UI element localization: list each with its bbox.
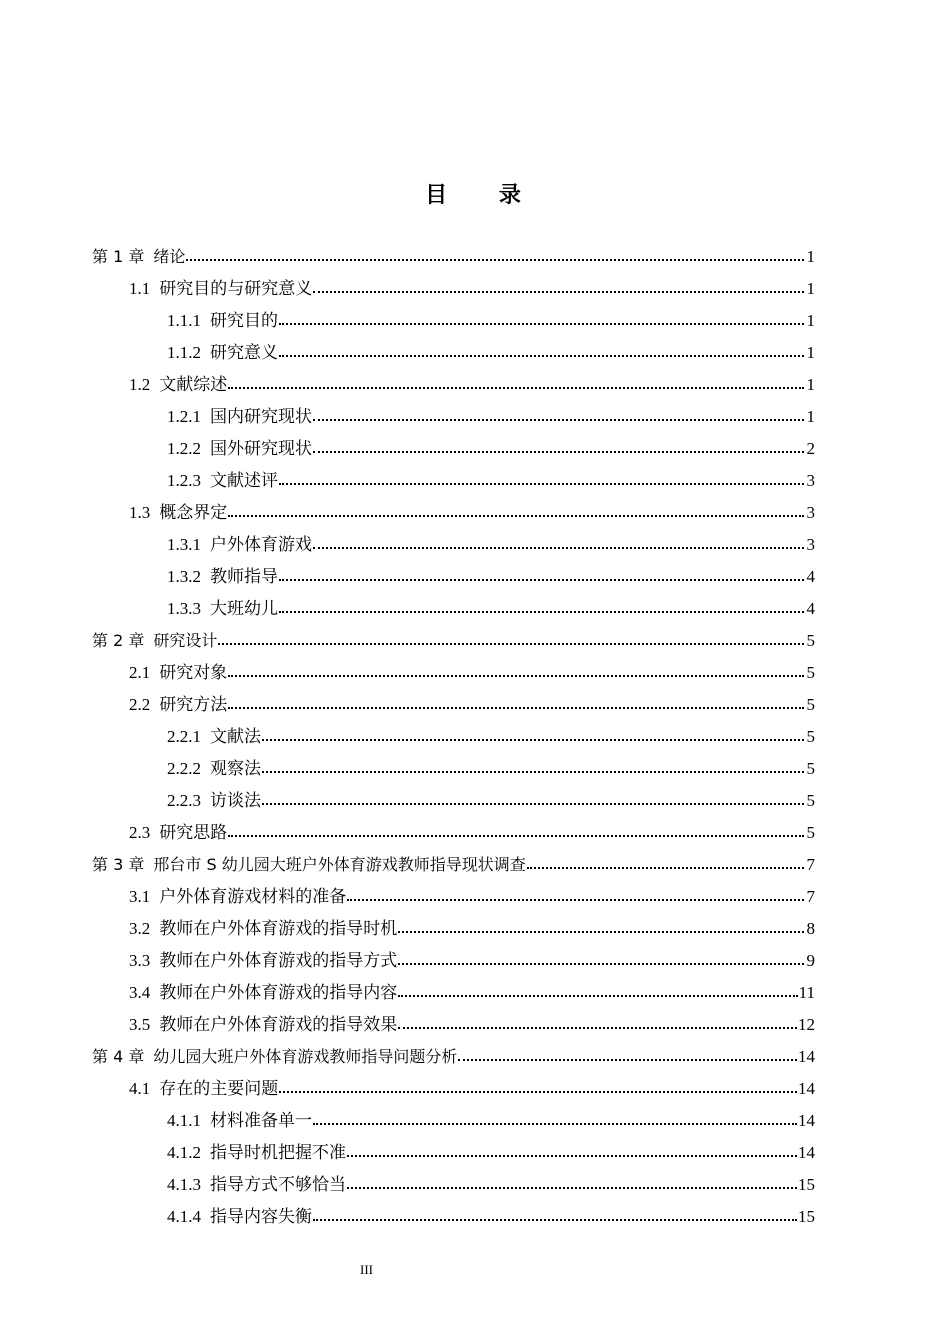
toc-entry-title: 研究目的与研究意义 xyxy=(159,279,313,298)
toc-section-entry[interactable] xyxy=(167,1106,815,1136)
toc-entry-title: 研究对象 xyxy=(159,663,228,682)
toc-section-entry[interactable] xyxy=(167,530,815,560)
toc-section-entry[interactable] xyxy=(167,754,815,784)
toc-entry-page: 1 xyxy=(806,247,815,266)
toc-entry-title: 指导内容失衡 xyxy=(210,1207,312,1226)
toc-entry-number: 1.1 xyxy=(129,279,151,298)
toc-entry-page: 7 xyxy=(806,887,815,906)
toc-entry-title: 邢台市 S 幼儿园大班户外体育游戏教师指导现状调查 xyxy=(153,855,526,874)
toc-entry-title: 存在的主要问题 xyxy=(159,1079,279,1098)
toc-entry-title: 国内研究现状 xyxy=(210,407,312,426)
toc-entry-number: 第 4 章 xyxy=(92,1047,145,1066)
toc-entry-title: 指导方式不够恰当 xyxy=(210,1175,346,1194)
toc-dot-leader xyxy=(262,771,804,773)
toc-entry-title: 教师在户外体育游戏的指导方式 xyxy=(159,951,398,970)
toc-entry-page: 9 xyxy=(806,951,815,970)
toc-entry-title: 材料准备单一 xyxy=(210,1111,312,1130)
toc-entry-number: 2.2.2 xyxy=(167,759,201,778)
toc-entry-number: 1.3.2 xyxy=(167,567,201,586)
toc-dot-leader xyxy=(228,675,804,677)
toc-section-entry[interactable] xyxy=(167,562,815,592)
toc-entry-title: 文献法 xyxy=(210,727,261,746)
toc-dot-leader xyxy=(458,1059,797,1061)
toc-section-entry[interactable] xyxy=(167,722,815,752)
toc-section-entry[interactable] xyxy=(129,946,815,976)
toc-dot-leader xyxy=(228,835,804,837)
toc-dot-leader xyxy=(398,963,804,965)
toc-entry-page: 1 xyxy=(806,279,815,298)
toc-section-entry[interactable] xyxy=(129,1010,815,1040)
toc-entry-page: 5 xyxy=(806,823,815,842)
toc-section-entry[interactable] xyxy=(167,466,815,496)
toc-section-entry[interactable] xyxy=(129,498,815,528)
toc-entry-page: 8 xyxy=(806,919,815,938)
toc-entry-number: 第 2 章 xyxy=(92,631,145,650)
toc-entry-title: 国外研究现状 xyxy=(210,439,312,458)
toc-entry-number: 2.2 xyxy=(129,695,151,714)
toc-chapter-entry[interactable] xyxy=(92,242,815,272)
toc-chapter-entry[interactable] xyxy=(92,626,815,656)
toc-section-entry[interactable] xyxy=(167,1202,815,1232)
toc-entry-number: 1.2 xyxy=(129,375,151,394)
toc-dot-leader xyxy=(398,931,804,933)
toc-entry-page: 5 xyxy=(806,791,815,810)
toc-dot-leader xyxy=(279,355,804,357)
toc-entry-number: 4.1.1 xyxy=(167,1111,201,1130)
toc-entry-page: 1 xyxy=(806,311,815,330)
toc-entry-page: 5 xyxy=(806,759,815,778)
toc-entry-number: 3.2 xyxy=(129,919,151,938)
toc-entry-title: 文献述评 xyxy=(210,471,278,490)
toc-dot-leader xyxy=(279,1091,797,1093)
toc-section-entry[interactable] xyxy=(129,882,815,912)
toc-entry-page: 1 xyxy=(806,343,815,362)
toc-dot-leader xyxy=(313,291,804,293)
toc-entry-title: 教师在户外体育游戏的指导效果 xyxy=(159,1015,398,1034)
toc-entry-title: 绪论 xyxy=(153,247,186,266)
toc-section-entry[interactable] xyxy=(167,306,815,336)
toc-dot-leader xyxy=(228,707,804,709)
toc-entry-page: 2 xyxy=(806,439,815,458)
toc-entry-page: 3 xyxy=(806,503,815,522)
toc-entry-title: 大班幼儿 xyxy=(210,599,278,618)
toc-entry-page: 14 xyxy=(798,1143,815,1162)
toc-entry-number: 3.5 xyxy=(129,1015,151,1034)
toc-dot-leader xyxy=(313,1219,797,1221)
toc-entry-number: 第 1 章 xyxy=(92,247,145,266)
toc-entry-page: 14 xyxy=(798,1111,815,1130)
toc-section-entry[interactable] xyxy=(167,434,815,464)
toc-section-entry[interactable] xyxy=(129,658,815,688)
toc-dot-leader xyxy=(279,579,804,581)
toc-dot-leader xyxy=(186,259,804,261)
toc-entry-page: 12 xyxy=(798,1015,815,1034)
toc-dot-leader xyxy=(398,1027,797,1029)
toc-entry-number: 3.3 xyxy=(129,951,151,970)
toc-entry-number: 1.3.3 xyxy=(167,599,201,618)
toc-dot-leader xyxy=(262,739,804,741)
toc-entry-number: 1.3 xyxy=(129,503,151,522)
toc-entry-number: 4.1.2 xyxy=(167,1143,201,1162)
toc-entry-title: 文献综述 xyxy=(159,375,228,394)
toc-dot-leader xyxy=(228,515,804,517)
toc-section-entry[interactable] xyxy=(129,370,815,400)
toc-entry-page: 5 xyxy=(806,695,815,714)
toc-entry-number: 第 3 章 xyxy=(92,855,145,874)
toc-dot-leader xyxy=(228,387,804,389)
toc-entry-page: 15 xyxy=(798,1175,815,1194)
toc-entry-title: 概念界定 xyxy=(159,503,228,522)
toc-entry-page: 14 xyxy=(798,1047,815,1066)
toc-dot-leader xyxy=(527,867,804,869)
toc-entry-number: 1.2.1 xyxy=(167,407,201,426)
toc-chapter-entry[interactable] xyxy=(92,850,815,880)
toc-entry-page: 14 xyxy=(798,1079,815,1098)
toc-entry-page: 15 xyxy=(798,1207,815,1226)
toc-dot-leader xyxy=(347,899,804,901)
toc-entry-number: 1.3.1 xyxy=(167,535,201,554)
toc-entry-title: 指导时机把握不准 xyxy=(210,1143,346,1162)
toc-entry-title: 教师指导 xyxy=(210,567,278,586)
toc-entry-page: 5 xyxy=(806,663,815,682)
toc-entry-title: 教师在户外体育游戏的指导内容 xyxy=(159,983,398,1002)
toc-entry-title: 研究目的 xyxy=(210,311,278,330)
toc-entry-title: 研究方法 xyxy=(159,695,228,714)
toc-section-entry[interactable] xyxy=(167,786,815,816)
toc-entry-number: 1.2.2 xyxy=(167,439,201,458)
toc-entry-number: 1.1.2 xyxy=(167,343,201,362)
toc-entry-number: 4.1.3 xyxy=(167,1175,201,1194)
toc-section-entry[interactable] xyxy=(167,1138,815,1168)
toc-entry-number: 4.1.4 xyxy=(167,1207,201,1226)
toc-dot-leader xyxy=(279,323,804,325)
toc-entry-number: 3.1 xyxy=(129,887,151,906)
toc-entry-title: 研究思路 xyxy=(159,823,228,842)
toc-section-entry[interactable] xyxy=(167,1170,815,1200)
toc-entry-title: 观察法 xyxy=(210,759,261,778)
toc-entry-page: 7 xyxy=(806,855,815,874)
toc-section-entry[interactable] xyxy=(129,274,815,304)
toc-entry-number: 2.2.1 xyxy=(167,727,201,746)
toc-entry-page: 4 xyxy=(806,599,815,618)
toc-dot-leader xyxy=(347,1187,797,1189)
toc-entry-number: 1.2.3 xyxy=(167,471,201,490)
toc-entry-page: 3 xyxy=(806,535,815,554)
toc-entry-title: 幼儿园大班户外体育游戏教师指导问题分析 xyxy=(153,1047,458,1066)
toc-entry-page: 11 xyxy=(798,983,815,1002)
page-number: III xyxy=(360,1262,373,1277)
toc-section-entry[interactable] xyxy=(129,1074,815,1104)
toc-entry-number: 2.2.3 xyxy=(167,791,201,810)
toc-chapter-entry[interactable] xyxy=(92,1042,815,1072)
toc-section-entry[interactable] xyxy=(129,978,815,1008)
toc-entry-number: 2.1 xyxy=(129,663,151,682)
toc-dot-leader xyxy=(347,1155,797,1157)
toc-entry-page: 5 xyxy=(806,631,815,650)
toc-entry-title: 教师在户外体育游戏的指导时机 xyxy=(159,919,398,938)
toc-entry-number: 3.4 xyxy=(129,983,151,1002)
toc-dot-leader xyxy=(262,803,804,805)
toc-dot-leader xyxy=(279,611,804,613)
toc-dot-leader xyxy=(313,419,804,421)
toc-section-entry[interactable] xyxy=(167,402,815,432)
toc-entry-page: 3 xyxy=(806,471,815,490)
toc-section-entry[interactable] xyxy=(129,818,815,848)
toc-section-entry[interactable] xyxy=(129,914,815,944)
toc-entry-page: 1 xyxy=(806,375,815,394)
toc-entry-page: 5 xyxy=(806,727,815,746)
toc-section-entry[interactable] xyxy=(129,690,815,720)
toc-entry-number: 4.1 xyxy=(129,1079,151,1098)
toc-entry-page: 1 xyxy=(806,407,815,426)
toc-dot-leader xyxy=(313,1123,797,1125)
toc-section-entry[interactable] xyxy=(167,338,815,368)
toc-dot-leader xyxy=(313,547,804,549)
toc-entry-number: 1.1.1 xyxy=(167,311,201,330)
toc-entry-title: 户外体育游戏 xyxy=(210,535,312,554)
toc-dot-leader xyxy=(313,451,804,453)
toc-dot-leader xyxy=(398,995,797,997)
toc-dot-leader xyxy=(218,643,804,645)
toc-entry-page: 4 xyxy=(806,567,815,586)
toc-entry-number: 2.3 xyxy=(129,823,151,842)
toc-section-entry[interactable] xyxy=(167,594,815,624)
toc-title: 目 录 xyxy=(425,183,543,208)
toc-entry-title: 户外体育游戏材料的准备 xyxy=(159,887,347,906)
toc-entry-title: 研究设计 xyxy=(153,631,218,650)
toc-dot-leader xyxy=(279,483,804,485)
toc-entry-title: 研究意义 xyxy=(210,343,278,362)
toc-entry-title: 访谈法 xyxy=(210,791,261,810)
